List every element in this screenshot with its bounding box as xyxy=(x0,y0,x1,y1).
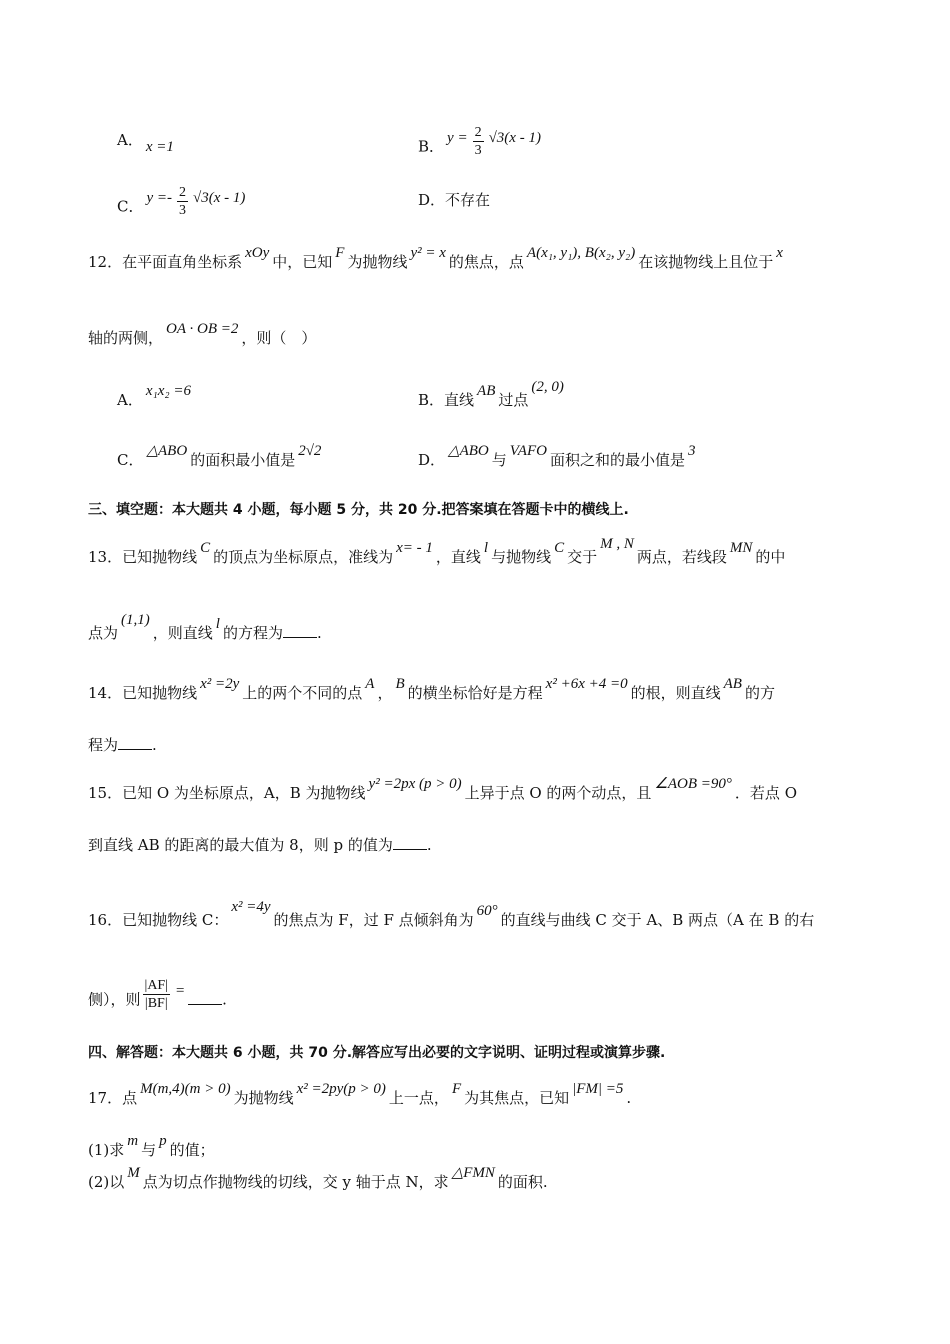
math-expression: VAFO xyxy=(509,443,547,459)
text-run: B．直线 xyxy=(418,391,475,409)
math-expression: C xyxy=(554,540,565,556)
text-run: 交于 xyxy=(567,548,598,566)
math-expression: y =- xyxy=(146,189,173,206)
text-run: 中，已知 xyxy=(272,253,333,271)
text-run: ，则（ ） xyxy=(241,329,317,347)
text-run: 程为 xyxy=(88,736,119,754)
text-line xyxy=(88,676,775,704)
math-expression: C xyxy=(200,540,211,556)
math-expression: = xyxy=(175,982,186,999)
text-run: D．不存在 xyxy=(418,191,491,209)
math-expression: △FMN xyxy=(451,1165,495,1181)
fraction-numerator: 2 xyxy=(474,125,482,140)
answer-blank xyxy=(118,735,152,750)
text-run: 在该抛物线上且位于 xyxy=(638,253,774,271)
answer-blank xyxy=(188,990,222,1005)
text-run: 点为切点作抛物线的切线，交 y 轴于点 N，求 xyxy=(142,1173,449,1191)
text-line xyxy=(88,321,317,349)
text-run: . xyxy=(626,1089,632,1107)
math-expression: x² =2py(p > 0) xyxy=(296,1081,386,1097)
text-run: 上一点， xyxy=(388,1089,449,1107)
math-expression: l xyxy=(215,616,220,632)
fraction xyxy=(143,977,171,1012)
fraction xyxy=(473,124,484,159)
options-row xyxy=(88,125,868,170)
text-run: 上异于点 O 的两个动点，且 xyxy=(464,784,652,802)
text-run: . xyxy=(426,836,432,854)
text-run: . xyxy=(152,736,157,754)
text-run: ， xyxy=(377,684,393,702)
fraction-denominator: |BF| xyxy=(143,994,171,1012)
text-line xyxy=(88,1081,632,1109)
text-run: 到直线 AB 的距离的最大值为 8，则 p 的值为 xyxy=(88,836,393,854)
option-choice xyxy=(117,185,248,225)
math-expression: x² =2y xyxy=(200,676,240,692)
fraction-denominator: 3 xyxy=(474,143,482,158)
text-line xyxy=(88,735,157,755)
text-line xyxy=(88,612,322,644)
math-expression: l xyxy=(483,540,489,556)
math-expression: x =1 xyxy=(145,139,174,155)
text-line xyxy=(88,978,227,1018)
option-choice xyxy=(418,190,490,210)
section-heading: 三、填空题：本大题共 4 小题，每小题 5 分，共 20 分.把答案填在答题卡中的横线上. xyxy=(88,502,629,518)
math-expression: |FM| =5 xyxy=(572,1081,624,1097)
option-choice xyxy=(418,125,544,165)
math-expression: △ABO xyxy=(146,443,188,459)
fraction-denominator: 3 xyxy=(179,203,187,218)
math-expression: ∠AOB =90° xyxy=(654,776,732,792)
text-run: 的顶点为坐标原点，准线为 xyxy=(213,548,394,566)
math-expression: A xyxy=(365,676,375,692)
math-expression: p xyxy=(159,1133,167,1149)
text-run: 为抛物线 xyxy=(347,253,408,271)
option-choice xyxy=(117,383,194,411)
math-expression: M xyxy=(127,1165,140,1181)
text-run: 与抛物线 xyxy=(491,548,552,566)
math-expression: √3(x - 1) xyxy=(193,189,246,206)
math-expression: 2√2 xyxy=(298,443,322,459)
text-run: ，直线 xyxy=(435,548,481,566)
text-run: 17．点 xyxy=(88,1089,138,1107)
text-run: 的面积. xyxy=(497,1173,548,1191)
text-run: 过点 xyxy=(498,391,529,409)
math-expression: OA · OB =2 xyxy=(166,321,239,337)
math-expression: M , N xyxy=(600,536,634,552)
text-line xyxy=(88,1133,215,1161)
math-expression: AB xyxy=(723,676,742,692)
text-run: (2)以 xyxy=(88,1173,125,1191)
text-run: 16．已知抛物线 C： xyxy=(88,911,229,929)
text-run: 的焦点为 F，过 F 点倾斜角为 xyxy=(273,911,474,929)
text-run: 轴的两侧， xyxy=(88,329,164,347)
math-expression: △ABO xyxy=(448,443,489,459)
text-line xyxy=(88,899,815,931)
math-expression: B xyxy=(395,676,405,692)
text-run: . xyxy=(222,990,227,1009)
math-expression: (2, 0) xyxy=(531,379,564,395)
text-line xyxy=(88,536,786,568)
answer-blank xyxy=(393,835,427,850)
text-run: 为其焦点，已知 xyxy=(464,1089,570,1107)
text-run: A． xyxy=(117,131,143,149)
math-expression: m xyxy=(127,1133,139,1149)
text-run: 点为 xyxy=(88,624,119,642)
math-expression: x= - 1 xyxy=(396,540,433,556)
math-expression: y = xyxy=(447,129,468,146)
option-choice xyxy=(117,130,177,155)
math-expression: x² =4y xyxy=(231,899,271,915)
text-run: B． xyxy=(418,137,445,156)
options-row xyxy=(88,379,868,430)
text-run: 14．已知抛物线 xyxy=(88,684,198,702)
text-run: 的值； xyxy=(169,1141,215,1159)
fraction-numerator: 2 xyxy=(179,185,187,200)
text-run: 12．在平面直角坐标系 xyxy=(88,253,243,271)
math-expression: (1,1) xyxy=(121,612,150,628)
text-run: 15．已知 O 为坐标原点，A，B 为抛物线 xyxy=(88,784,366,802)
math-expression: AB xyxy=(477,383,496,399)
math-expression: x² +6x +4 =0 xyxy=(545,676,628,692)
math-expression: x xyxy=(776,245,783,261)
text-run: A． xyxy=(117,391,143,409)
text-run: 两点，若线段 xyxy=(636,548,727,566)
math-expression: 60° xyxy=(476,903,498,919)
text-line xyxy=(88,1165,548,1193)
section-heading: 四、解答题：本大题共 6 小题，共 70 分.解答应写出必要的文字说明、证明过程或演算步骤. xyxy=(88,1045,666,1061)
text-run: 的方程为 xyxy=(222,624,283,642)
option-choice xyxy=(117,443,324,471)
text-run: 的方 xyxy=(744,684,775,702)
text-run: 上的两个不同的点 xyxy=(242,684,363,702)
math-expression: F xyxy=(451,1081,462,1097)
text-run: ，则直线 xyxy=(152,624,213,642)
text-run: . xyxy=(316,624,322,642)
text-run: 的直线与曲线 C 交于 A、B 两点（A 在 B 的右 xyxy=(500,911,815,929)
text-run: 面积之和的最小值是 xyxy=(549,451,685,469)
text-run: (1)求 xyxy=(88,1141,125,1159)
text-run: 侧），则 xyxy=(88,990,141,1009)
math-expression: y² = x xyxy=(410,245,446,261)
fraction xyxy=(177,184,188,219)
text-run: 的焦点，点 xyxy=(448,253,524,271)
text-run: 13．已知抛物线 xyxy=(88,548,198,566)
options-row xyxy=(88,443,868,490)
option-choice xyxy=(418,443,698,471)
math-expression: F xyxy=(335,245,345,261)
text-run: C． xyxy=(117,197,144,216)
text-line xyxy=(88,835,432,855)
text-run: 与 xyxy=(491,451,507,469)
option-choice xyxy=(418,379,567,411)
text-run: 的面积最小值是 xyxy=(190,451,296,469)
math-expression: 3 xyxy=(687,443,696,459)
text-run: ．若点 O xyxy=(734,784,797,802)
text-line xyxy=(88,1042,665,1063)
math-expression: x₁x₂ =6 xyxy=(145,383,191,399)
fraction-numerator: |AF| xyxy=(144,978,169,993)
answer-blank xyxy=(283,623,317,638)
text-run: 与 xyxy=(141,1141,157,1159)
math-expression: √3(x - 1) xyxy=(488,129,541,146)
math-expression: MN xyxy=(729,540,753,556)
text-run: 的横坐标恰好是方程 xyxy=(407,684,543,702)
text-run: 的根，则直线 xyxy=(630,684,721,702)
text-run: 为抛物线 xyxy=(233,1089,294,1107)
text-run: D． xyxy=(418,451,446,469)
text-run: 的中 xyxy=(755,548,786,566)
text-line xyxy=(88,776,797,804)
text-line xyxy=(88,245,786,273)
text-run: C． xyxy=(117,451,144,469)
text-line xyxy=(88,499,629,520)
math-expression: A(x₁, y₁), B(x₂, y₂) xyxy=(526,245,636,261)
math-expression: y² =2px (p > 0) xyxy=(368,776,462,792)
math-expression: M(m,4)(m > 0) xyxy=(140,1081,231,1097)
math-expression: xOy xyxy=(245,245,270,261)
options-row xyxy=(88,185,868,230)
